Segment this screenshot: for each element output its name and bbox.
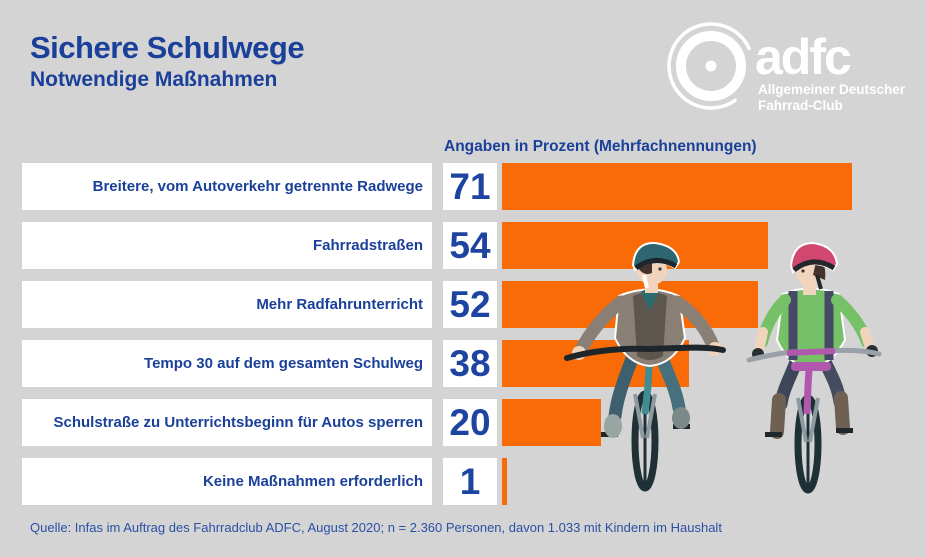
bar-value: 38 bbox=[443, 340, 497, 387]
source-note: Quelle: Infas im Auftrag des Fahrradclub ADFC, August 2020; n = 2.360 Personen, davon 1.033 mit Kindern im Haushalt bbox=[30, 520, 722, 535]
child-left-bicyclist bbox=[567, 243, 723, 488]
page-subtitle: Notwendige Maßnahmen bbox=[30, 67, 278, 91]
bar-category-label: Tempo 30 auf dem gesamten Schulweg bbox=[22, 340, 432, 387]
bar-value: 20 bbox=[443, 399, 497, 446]
bar-value: 71 bbox=[443, 163, 497, 210]
header bbox=[30, 30, 304, 91]
adfc-logo bbox=[665, 16, 915, 124]
bar-category-label: Mehr Radfahrunterricht bbox=[22, 281, 432, 328]
bar-value: 52 bbox=[443, 281, 497, 328]
bar bbox=[502, 458, 507, 505]
bar-category-label: Keine Maßnahmen erforderlich bbox=[22, 458, 432, 505]
chart-unit-label: Angaben in Prozent (Mehrfachnennungen) bbox=[444, 138, 757, 155]
logo-subtitle-line2: Fahrrad-Club bbox=[758, 98, 843, 113]
children-cycling-illustration bbox=[555, 238, 885, 500]
child-right-bicyclist bbox=[749, 243, 879, 490]
bar-value: 1 bbox=[443, 458, 497, 505]
bar-category-label: Schulstraße zu Unterrichtsbeginn für Autos sperren bbox=[22, 399, 432, 446]
bicycle-wheel-icon bbox=[665, 20, 757, 112]
page-title: Sichere Schulwege bbox=[30, 30, 305, 65]
logo-brand-text: adfc bbox=[755, 29, 850, 85]
bar-value: 54 bbox=[443, 222, 497, 269]
chart-row bbox=[0, 163, 926, 210]
bar bbox=[502, 163, 852, 210]
bar-category-label: Fahrradstraßen bbox=[22, 222, 432, 269]
logo-subtitle-line1: Allgemeiner Deutscher bbox=[758, 82, 906, 97]
bar-category-label: Breitere, vom Autoverkehr getrennte Radwege bbox=[22, 163, 432, 210]
